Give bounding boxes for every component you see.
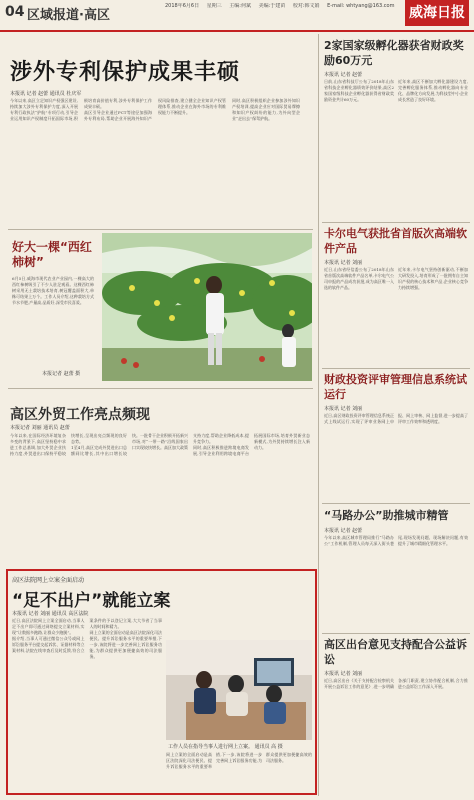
court-paragraph: 近日,高区法院网上立案全面启动,当事人足不出户即可通过网络提交立案材料,实现“让数据多跑路,让群众少跑腿”。	[12, 618, 85, 635]
divider	[322, 222, 470, 223]
green-paragraph: 6月5日,威海市现代农业产业园内,一棵高大的西红柿树吸引了不少人驻足观看。这棵西红柿树采用无土栽培技术培育,树冠覆盖面积大,单株可结果上万个。工作人员介绍,这种栽培方式节水节肥,产量高,品质好,深受市民喜爱。	[12, 276, 94, 305]
court-byline: 本报讯 记者 刘丽 通讯员 高区法院	[12, 611, 89, 617]
horse-byline: 本报讯 记者 赵蕾	[324, 528, 363, 534]
divider	[322, 368, 470, 369]
court-kicker: 高区法院网上立案全面启动	[12, 577, 85, 584]
issue-meta	[165, 3, 395, 9]
public-body	[324, 678, 468, 794]
issue-date: 2018年6月6日	[165, 3, 200, 9]
trade-headline: 高区外贸工作亮点频现	[10, 407, 150, 423]
column-divider	[318, 34, 319, 796]
section-title: 区域报道·高区	[27, 8, 110, 23]
karl-body	[324, 267, 468, 365]
karl-headline: 卡尔电气获批省首版次高端软件产品	[324, 227, 467, 255]
divider	[322, 633, 470, 634]
trade-paragraph: 同时,高区积极推进跨境电商发展,引导企业利用跨境电商平台拓展国际市场,培育外贸新业态新模式,为外贸持续增长注入新动力。	[193, 433, 310, 456]
court-headline: “足不出户”就能立案	[12, 591, 171, 611]
horse-headline: “马路办公”助推城市精管	[324, 509, 449, 522]
court-body-continued	[166, 752, 312, 790]
karl-paragraph: 近日,山东省经信委公布了2018年山东省首版次高端软件产品名单,卡尔电气公司申报的产品成功获批,成为高区唯一入选的软件产品。	[324, 267, 394, 290]
green-byline: 本报记者 赵蕾 摄	[42, 371, 81, 377]
incubator-headline: 2家国家级孵化器获省财政奖励60万元	[324, 39, 464, 67]
karl-byline: 本报讯 记者 刘丽	[324, 260, 363, 266]
lead-byline: 本报讯 记者 赵蕾 通讯员 杜庆军	[10, 91, 82, 97]
divider	[8, 229, 313, 230]
incubator-paragraph: 近年来,高区不断加大孵化器建设力度,完善孵化服务体系,推动孵化器向专业化、品牌化方向发展,为科技型中小企业成长营造了良好环境。	[398, 79, 468, 102]
lead-headline: 涉外专利保护成果丰硕	[10, 60, 241, 85]
public-paragraph: 近日,高区出台《关于支持配合检察机关开展公益诉讼工作的意见》,进一步明确各部门职责,建立协作配合机制,合力推进公益诉讼工作深入开展。	[324, 678, 468, 689]
page-header	[0, 0, 474, 32]
court-paragraph: 网上立案的全面启动是高区法院深化司法便民、提升诉讼服务水平的重要举措,下一步,该院将进一步完善网上诉讼服务功能,为群众提供更加便捷高效的司法服务。	[166, 752, 312, 769]
court-photo	[166, 640, 312, 740]
incubator-body	[324, 79, 468, 219]
trade-body	[10, 433, 310, 563]
incubator-paragraph: 日前,山东省科技厅公布了2018年山东省科技企业孵化器绩效评价结果,高区2家国家级科技企业孵化器获得省财政奖励资金共计60万元。	[324, 79, 394, 102]
greenhouse-photo	[102, 233, 312, 381]
green-body	[12, 276, 94, 364]
finance-headline: 财政投资评审管理信息系统试运行	[324, 373, 467, 401]
court-body	[12, 618, 162, 790]
issue-proofreader: 校对:韩文娟	[292, 3, 320, 9]
issue-email: E-mail: whtyang@163.com	[327, 3, 395, 9]
green-headline: 好大一棵“西红柿树”	[12, 240, 92, 269]
court-photo-caption: 工作人员在指导当事人进行网上立案。 通讯员 高 摄	[168, 744, 283, 750]
public-headline: 高区出台意见支持配合公益诉讼	[324, 638, 467, 666]
incubator-byline: 本报讯 记者 赵蕾	[324, 72, 363, 78]
issue-designer: 美编:于建苗	[258, 3, 286, 9]
greenhouse-photo-graphic	[102, 233, 312, 381]
lead-paragraph: 高区引导企业通过PCT等途径加强海外专利布局,帮助企业开展海外知识产权风险排查,建立健全企业知识产权管理体系,推动企业在海外市场的专利维权能力不断提升。	[84, 98, 226, 121]
finance-paragraph: 近日,高区财政投资评审管理信息系统正式上线试运行,实现了评审业务网上申报、网上审核、网上监督,进一步提高了评审工作效率和透明度。	[324, 413, 468, 424]
horse-body	[324, 535, 468, 629]
finance-byline: 本报讯 记者 刘丽	[324, 406, 363, 412]
divider	[322, 503, 470, 504]
finance-body	[324, 413, 468, 499]
issue-weekday: 星期三	[206, 3, 222, 9]
trade-paragraph: 1至4月,高区完成外贸进出口总额同比增长,其中出口增长较快。一批骨干企业积极开拓新兴市场,对“一带一路”沿线国家出口实现较快增长。高区加大政策支持力度,帮助企业降低成本,提升竞争力。	[71, 433, 249, 456]
court-paragraph: 网上立案的全面启动是高区法院深化司法便民、提升诉讼服务水平的重要举措,下一步,该院将进一步完善网上诉讼服务功能,为群众提供更加便捷高效的司法服务。	[89, 630, 162, 659]
karl-paragraph: 近年来,卡尔电气坚持创新驱动,不断加大研发投入,培育形成了一批拥有自主知识产权的核心技术和产品,企业核心竞争力持续增强。	[398, 267, 468, 290]
horse-paragraph: 今年以来,高区城市管理局推行“马路办公”工作机制,管理人员每天深入街头巷尾,现场发现问题、现场解决问题,有效提升了城市精细化管理水平。	[324, 535, 468, 546]
lead-paragraph: 今年以来,高区立足知识产权强区建设,持续加大涉外专利保护力度,深入开展专利行政执法“护航”专项行动,引导企业运用知识产权制度开拓国际市场,积极培育高价值专利,涉外专利保护工作成果丰硕。	[10, 98, 152, 121]
newspaper-logo: 威海日报	[405, 0, 469, 26]
issue-editor: 主编:何斌	[229, 3, 251, 9]
lead-paragraph: 同时,高区积极组织企业参加涉外知识产权培训,提高企业应对国际贸易摩擦和知识产权纠纷的能力,为外向型企业“走出去”保驾护航。	[232, 98, 300, 121]
divider	[8, 388, 313, 389]
court-paragraph: 据介绍,当事人可通过微信公众号或网上诉讼服务平台提交起诉状、证据材料等立案材料,法院在线审查后及时反馈,符合立案条件的予以登记立案,大大节省了当事人的时间和精力。	[12, 618, 162, 653]
public-byline: 本报讯 记者 刘丽	[324, 671, 363, 677]
trade-paragraph: 今年以来,在国际经济环境复杂多变的背景下,高区坚持稳中求进工作总基调,加大外贸企业扶持力度,外贸进出口保持平稳较快增长,呈现出亮点频现的良好态势。	[10, 433, 127, 456]
trade-byline: 本报记者 刘丽 通讯员 赵蕾	[10, 425, 70, 431]
lead-body	[10, 98, 300, 224]
court-photo-graphic	[166, 640, 312, 740]
section-number: 04	[5, 4, 25, 20]
